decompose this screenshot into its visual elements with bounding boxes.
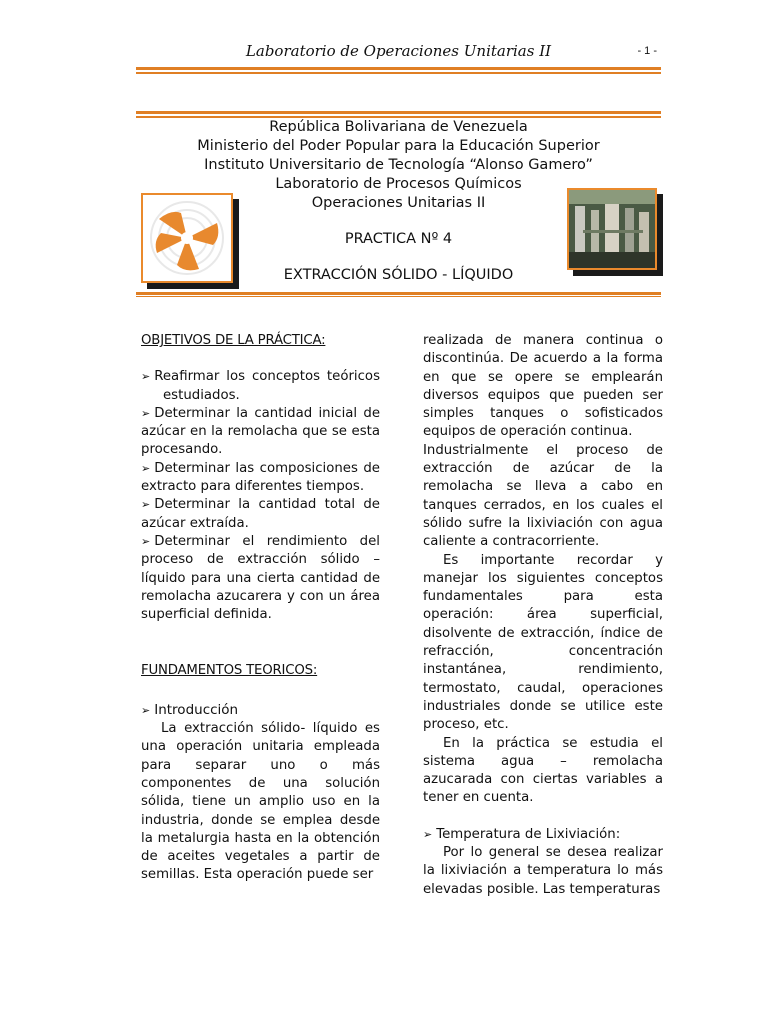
arrow-bullet-icon: ➢ — [141, 406, 151, 420]
paragraph: Por lo general se desea realizar la lixiviación a temperatura lo más elevadas posible. Las temperaturas — [423, 845, 663, 897]
cover-bottom-rule — [136, 292, 661, 297]
lab-equipment-photo — [567, 188, 657, 270]
intro-subheading: ➢ Introducción — [141, 701, 239, 718]
objective-item: ➢ Determinar la cantidad total de azúcar extraída. — [141, 497, 380, 531]
institution-line: Operaciones Unitarias II — [311, 195, 486, 211]
left-column — [141, 332, 380, 885]
objective-item: ➢ Reafirmar los conceptos teóricos estudiados. — [141, 369, 380, 403]
institution-line: Instituto Universitario de Tecnología “Alonso Gamero” — [204, 157, 593, 173]
header-rule — [136, 67, 661, 74]
running-header-title: Laboratorio de Operaciones Unitarias II — [245, 42, 552, 60]
page-number: - 1 - — [637, 45, 657, 57]
institution-line: Ministerio del Poder Popular para la Educación Superior — [197, 138, 600, 154]
temperature-subheading: ➢ Temperatura de Lixiviación: — [423, 826, 621, 842]
objective-item: ➢ Determinar el rendimiento del proceso de extracción sólido – líquido para una cierta cantidad de remolacha azucarera y con un área superficial definida. — [141, 533, 380, 623]
paragraph: En la práctica se estudia el sistema agua – remolacha azucarada con ciertas variables a tener en cuenta. — [423, 735, 663, 806]
practice-topic: EXTRACCIÓN SÓLIDO - LÍQUIDO — [283, 267, 514, 283]
arrow-bullet-icon: ➢ — [141, 703, 151, 717]
objective-item: ➢ Determinar la cantidad inicial de azúcar en la remolacha que se esta procesando. — [141, 405, 380, 458]
institution-line: Laboratorio de Procesos Químicos — [275, 176, 522, 192]
arrow-bullet-icon: ➢ — [423, 827, 433, 841]
intro-paragraph: La extracción sólido- líquido es una operación unitaria empleada para separar uno o más componentes de una solución sólida, tiene un amplio uso en la industria, donde se emplea desde la metalurgia hasta en la obtención de aceites vegetales a partir de semillas. Esta operación puede ser — [141, 721, 380, 883]
practice-number: PRACTICA Nº 4 — [344, 231, 453, 247]
institution-line: República Bolivariana de Venezuela — [269, 119, 528, 135]
arrow-bullet-icon: ➢ — [141, 498, 151, 512]
arrow-bullet-icon: ➢ — [141, 461, 151, 475]
cover-top-rule — [136, 111, 661, 118]
paragraph: Es importante recordar y manejar los siguientes conceptos fundamentales para esta operación: área superficial, disolvente de extracción, índice de refracción, concentración instantánea, rendimiento, termostato, caudal, operaciones industriales donde se utilice este proceso, etc. — [423, 552, 663, 733]
objectives-heading: OBJETIVOS DE LA PRÁCTICA: — [141, 333, 326, 348]
paragraph: Industrialmente el proceso de extracción de azúcar de la remolacha se lleva a cabo en tanques cerrados, en los cuales el sólido sufre la lixiviación con agua caliente a contracorriente. — [423, 442, 663, 550]
fundamentos-heading: FUNDAMENTOS TEORICOS: — [141, 663, 318, 679]
arrow-bullet-icon: ➢ — [141, 370, 151, 384]
running-header — [136, 42, 661, 64]
paragraph: realizada de manera continua o discontinúa. De acuerdo a la forma en que se opere se emplearán diversos equipos que pueden ser simples tanques o sofisticados equipos de operación continua. — [423, 333, 663, 440]
arrow-bullet-icon: ➢ — [141, 534, 151, 548]
right-column — [423, 332, 663, 899]
objective-item: ➢ Determinar las composiciones de extracto para diferentes tiempos. — [141, 460, 380, 495]
